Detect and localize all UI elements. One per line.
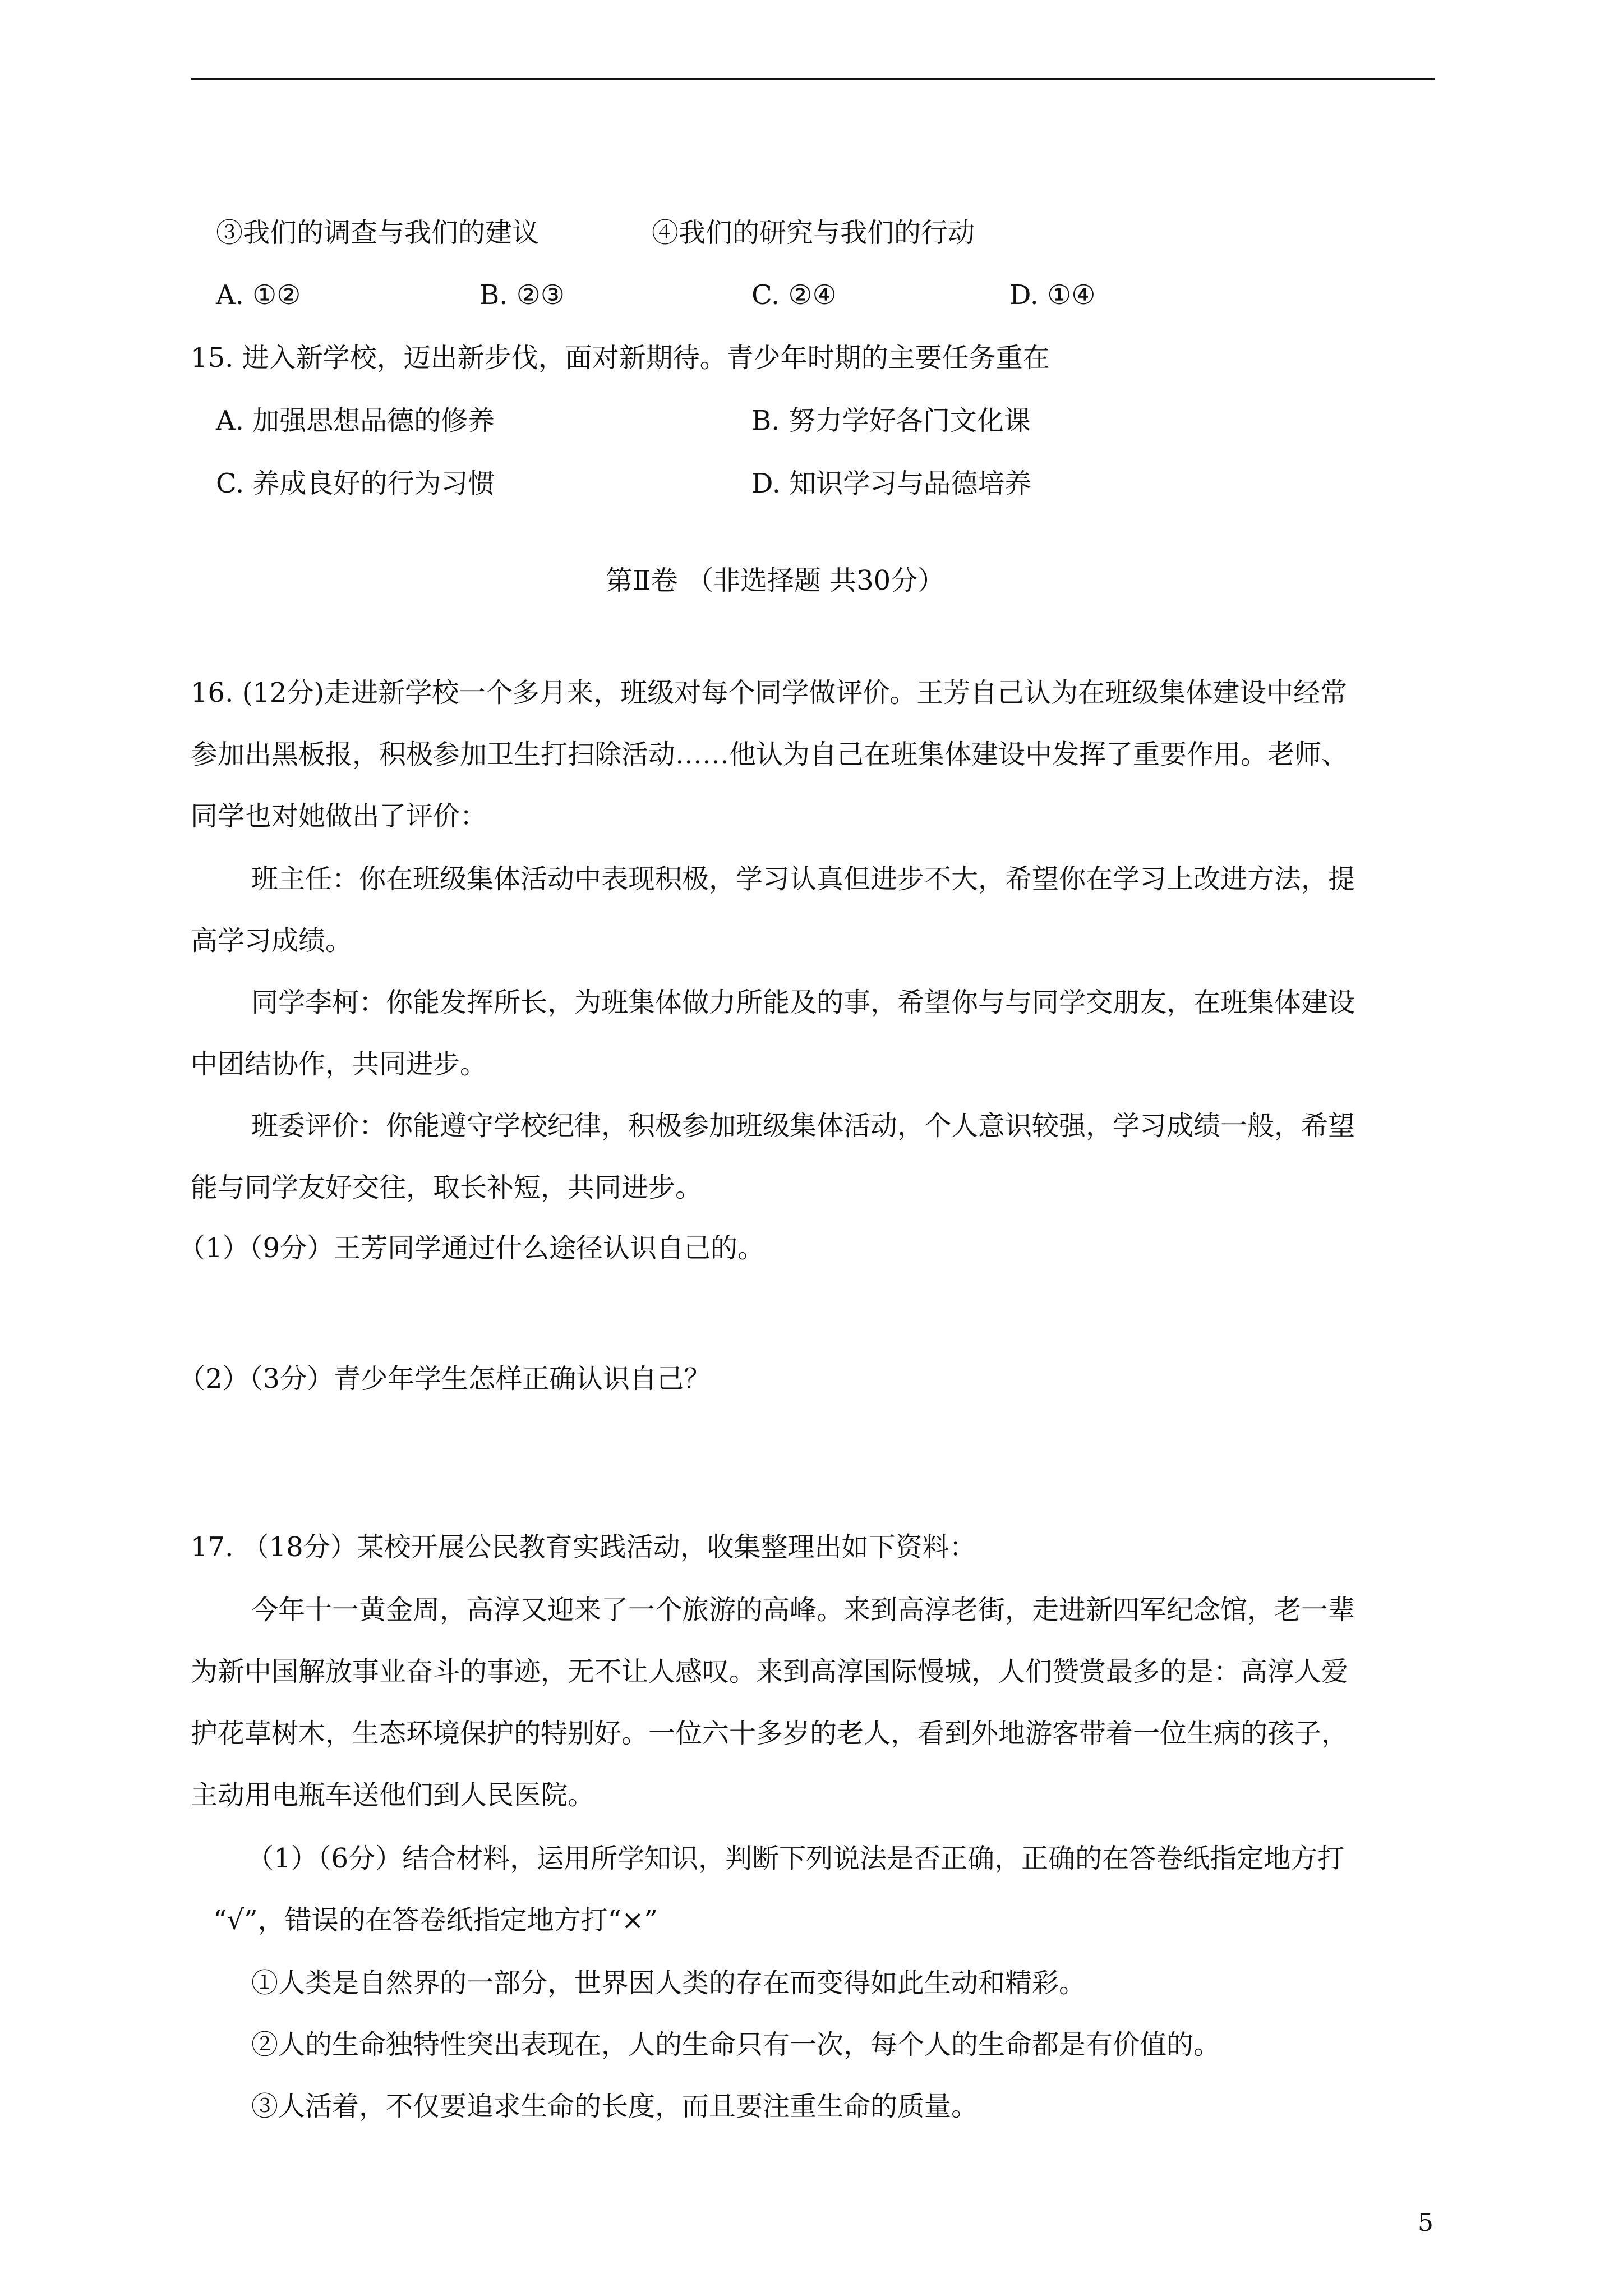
q16-committee-line-2: 能与同学友好交往，取长补短，共同进步。 — [191, 1172, 703, 1203]
q17-material-line-3: 护花草树木，生态环境保护的特别好。一位六十多岁的老人，看到外地游客带着一位生病的孩子， — [191, 1718, 1349, 1749]
q16-committee-line-1: 班委评价：你能遵守学校纪律，积极参加班级集体活动，个人意识较强，学习成绩一般，希望 — [251, 1110, 1355, 1142]
q14-answer-d: D. ①④ — [1009, 279, 1096, 311]
q17-material-line-2: 为新中国解放事业奋斗的事迹，无不让人感叹。来到高淳国际慢城，人们赞赏最多的是：高淳人爱 — [191, 1656, 1349, 1687]
q17-statement-2: ②人的生命独特性突出表现在，人的生命只有一次，每个人的生命都是有价值的。 — [251, 2029, 1221, 2060]
q15-choice-d: D. 知识学习与品德培养 — [751, 468, 1032, 499]
q14-answer-b: B. ②③ — [479, 279, 565, 311]
q17-statement-1: ①人类是自然界的一部分，世界因人类的存在而变得如此生动和精彩。 — [251, 1967, 1086, 1999]
q16-sub-question-1: （1）（9分）王芳同学通过什么途径认识自己的。 — [178, 1232, 765, 1264]
q17-sub-question-1-line-2: “√”，错误的在答卷纸指定地方打“×” — [213, 1904, 658, 1936]
q17-stem: 17. （18分）某校开展公民教育实践活动，收集整理出如下资料： — [191, 1531, 976, 1563]
q14-answer-a: A. ①② — [216, 279, 301, 311]
q16-sub-question-2: （2）（3分）青少年学生怎样正确认识自己？ — [178, 1363, 711, 1395]
q16-teacher-line-2: 高学习成绩。 — [191, 925, 353, 956]
q14-option-3: ③我们的调查与我们的建议 — [216, 217, 540, 249]
q17-material-line-4: 主动用电瓶车送他们到人民医院。 — [191, 1779, 595, 1811]
section-title: 第Ⅱ卷 （非选择题 共30分） — [606, 565, 945, 596]
q15-stem: 15. 进入新学校，迈出新步伐，面对新期待。青少年时期的主要任务重在 — [191, 342, 1050, 374]
q17-statement-3: ③人活着，不仅要追求生命的长度，而且要注重生命的质量。 — [251, 2091, 979, 2122]
q15-choice-b: B. 努力学好各门文化课 — [751, 405, 1031, 436]
q16-classmate-line-1: 同学李柯：你能发挥所长，为班集体做力所能及的事，希望你与与同学交朋友，在班集体建设 — [251, 987, 1355, 1018]
q16-teacher-line-1: 班主任：你在班级集体活动中表现积极，学习认真但进步不大，希望你在学习上改进方法，提 — [251, 863, 1355, 895]
q17-sub-question-1-line-1: （1）（6分）结合材料，运用所学知识，判断下列说法是否正确，正确的在答卷纸指定地方打 — [247, 1843, 1345, 1874]
q15-choice-a: A. 加强思想品德的修养 — [216, 405, 495, 436]
q14-answer-c: C. ②④ — [751, 279, 837, 311]
q14-option-4: ④我们的研究与我们的行动 — [652, 217, 975, 249]
q15-choice-c: C. 养成良好的行为习惯 — [216, 468, 495, 499]
q16-intro-line-3: 同学也对她做出了评价： — [191, 800, 487, 832]
q16-classmate-line-2: 中团结协作，共同进步。 — [191, 1048, 487, 1080]
page-number: 5 — [1418, 2208, 1433, 2237]
q17-material-line-1: 今年十一黄金周，高淳又迎来了一个旅游的高峰。来到高淳老街，走进新四军纪念馆，老一辈 — [251, 1594, 1355, 1626]
q16-intro-line-2: 参加出黑板报，积极参加卫生打扫除活动……他认为自己在班集体建设中发挥了重要作用。老师、 — [191, 739, 1349, 770]
header-rule — [191, 78, 1435, 80]
q16-intro-line-1: 16. (12分)走进新学校一个多月来，班级对每个同学做评价。王芳自己认为在班级集体建设中经常 — [191, 677, 1348, 708]
